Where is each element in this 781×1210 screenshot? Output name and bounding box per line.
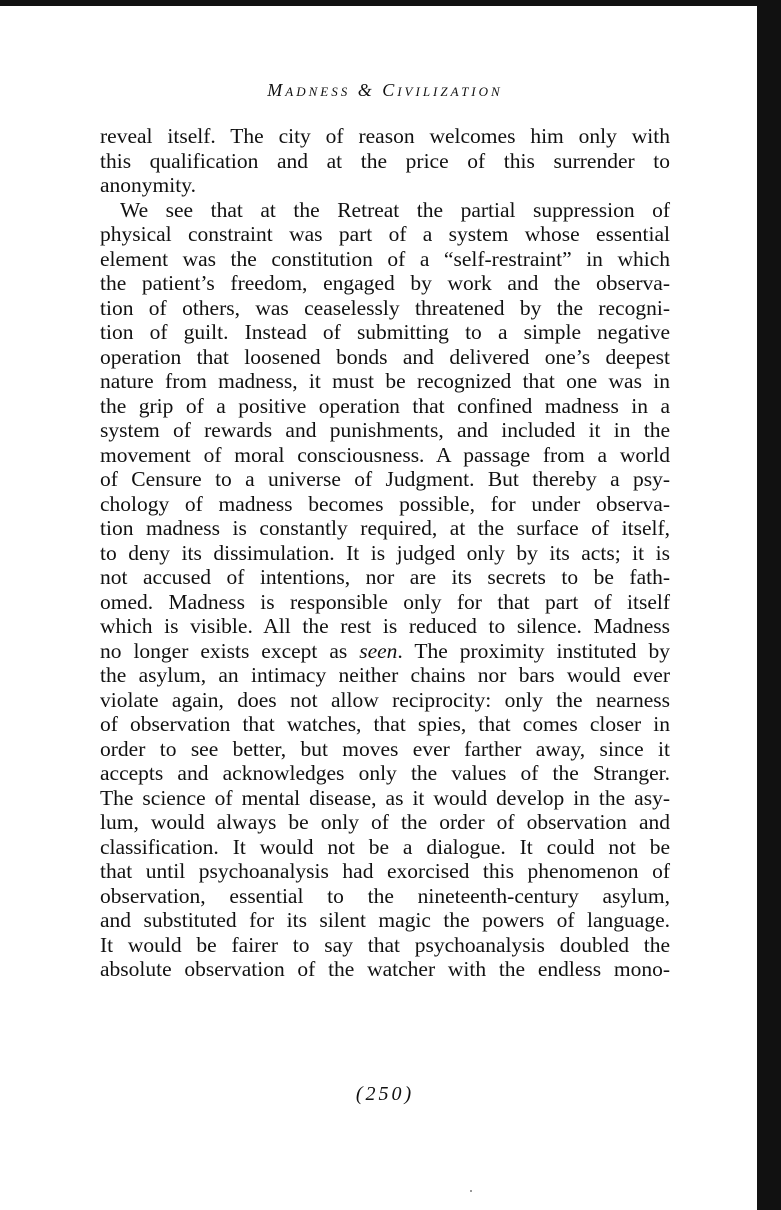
text-line: the patient’s freedom, engaged by work and the observa- <box>100 271 670 295</box>
text-line: the grip of a positive operation that confined madness in a <box>100 393 670 418</box>
text-line: element was the constitution of a “self-restraint” in which <box>100 246 670 271</box>
page-right-edge <box>757 0 781 1210</box>
text-line: accepts and acknowledges only the values of the Stranger. <box>100 761 670 785</box>
scan-speck <box>470 1190 472 1192</box>
page-top-edge <box>0 0 781 6</box>
text-line: movement of moral consciousness. A passage from a world <box>100 442 670 467</box>
text-line: omed. Madness is responsible only for that part of itself <box>100 589 670 614</box>
text-line: The science of mental disease, as it would develop in the asy- <box>100 785 670 810</box>
body-text <box>100 124 670 982</box>
text-line: We see that at the Retreat the partial suppression of <box>120 197 670 222</box>
text-line: reveal itself. The city of reason welcomes him only with <box>100 124 670 148</box>
text-line: to deny its dissimulation. It is judged only by its acts; it is <box>100 540 670 565</box>
text-line: no longer exists except as seen. The proximity instituted by <box>100 638 670 663</box>
text-line: not accused of intentions, nor are its secrets to be fath- <box>100 565 670 589</box>
text-line: and substituted for its silent magic the powers of language. <box>100 908 670 932</box>
page-number: (250) <box>355 1083 415 1105</box>
running-head: Madness & Civilization <box>267 80 503 100</box>
text-line: system of rewards and punishments, and included it in the <box>100 418 670 442</box>
text-line: tion madness is constantly required, at the surface of itself, <box>100 516 670 540</box>
paragraph <box>100 198 670 982</box>
text-line: tion of others, was ceaselessly threatened by the recogni- <box>100 295 670 320</box>
text-line: of observation that watches, that spies, that comes closer in <box>100 712 670 736</box>
text-line: order to see better, but moves ever farther away, since it <box>100 736 670 761</box>
text-line: this qualification and at the price of this surrender to <box>100 148 670 173</box>
text-line: It would be fairer to say that psychoanalysis doubled the <box>100 932 670 957</box>
text-line: the asylum, an intimacy neither chains nor bars would ever <box>100 663 670 687</box>
text-line: absolute observation of the watcher with the endless mono- <box>100 957 670 981</box>
text-line: physical constraint was part of a system whose essential <box>100 222 670 246</box>
text-line: which is visible. All the rest is reduced to silence. Madness <box>100 614 670 638</box>
text-line: of Censure to a universe of Judgment. But thereby a psy- <box>100 467 670 491</box>
text-line: violate again, does not allow reciprocity: only the nearness <box>100 687 670 712</box>
text-line: nature from madness, it must be recognized that one was in <box>100 369 670 393</box>
text-line: lum, would always be only of the order of observation and <box>100 810 670 834</box>
text-line: tion of guilt. Instead of submitting to a simple negative <box>100 320 670 344</box>
text-line: chology of madness becomes possible, for under observa- <box>100 491 670 516</box>
text-line: anonymity. <box>100 173 196 197</box>
text-line: classification. It would not be a dialogue. It could not be <box>100 834 670 859</box>
text-line: observation, essential to the nineteenth-century asylum, <box>100 883 670 908</box>
text-line: that until psychoanalysis had exorcised this phenomenon of <box>100 859 670 883</box>
paragraph <box>100 124 670 198</box>
emphasis: seen <box>359 638 398 663</box>
text-line: operation that loosened bonds and delivered one’s deepest <box>100 344 670 369</box>
